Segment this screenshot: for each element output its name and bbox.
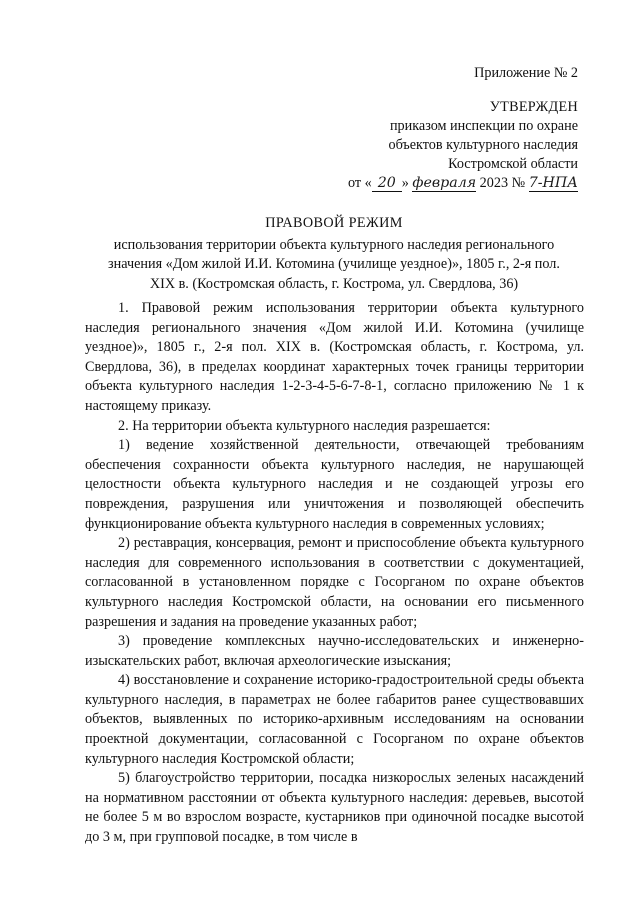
handwritten-day: 20 — [372, 176, 402, 192]
approval-line-1: приказом инспекции по охране — [389, 118, 578, 134]
paragraph-item-4: 4) восстановление и сохранение историко-градостроительной среды объекта культурного наследия, в параметрах не более габаритов ранее существовавших объектов, выявленных по историко-архивным исследованиям на основании проектной документации, согласованной с Госорганом по охране объектов культурного наследия Костромской области; — [85, 672, 584, 767]
document-title-block — [80, 214, 588, 294]
approval-stamp-block — [348, 98, 578, 193]
paragraph-1: 1. Правовой режим использования территории объекта культурного наследия регионального значения «Дом жилой И.И. Котомина (училище уездное)», 1805 г., 2-я пол. XIX в. (Костромская область, г. Кострома, ул. Свердлова, 36), в пределах координат характерных точек границы территории объекта культурного наследия 1-2-3-4-5-6-7-8-1, согласно приложению № 1 к настоящему приказу. — [85, 300, 584, 414]
approved-word: УТВЕРЖДЕН — [489, 99, 578, 115]
approval-line-3: Костромской области — [448, 156, 578, 172]
paragraph-item-5: 5) благоустройство территории, посадка низкорослых зеленых насаждений на нормативном расстоянии от объекта культурного наследия: деревьев, высотой не более 5 м во взрослом возрасте, кустарников при одиночной посадке высотой до 3 м, при групповой посадке, в том числе в — [85, 770, 584, 846]
date-year: 2023 № — [479, 175, 526, 191]
approval-date-line — [348, 174, 578, 193]
document-body — [85, 299, 584, 848]
subtitle-line-1: использования территории объекта культурного наследия регионального — [113, 236, 555, 253]
subtitle-line-2: значения «Дом жилой И.И. Котомина (училище уездное)», 1805 г., 2-я пол. — [108, 256, 560, 273]
date-mid: » — [401, 175, 409, 191]
paragraph-2: 2. На территории объекта культурного наследия разрешается: — [118, 417, 491, 434]
paragraph-item-1: 1) ведение хозяйственной деятельности, отвечающей требованиям обеспечения сохранности объекта культурного наследия, не нарушающей целостности объекта культурного наследия и не создающей угрозы его повреждения, разрушения или уничтожения и позволяющей обеспечить функционирование объекта культурного наследия в современных условиях; — [85, 437, 584, 532]
handwritten-month: февраля — [412, 175, 477, 191]
subtitle-line-3: XIX в. (Костромская область, г. Кострома, ул. Свердлова, 36) — [149, 275, 519, 292]
appendix-label: Приложение № 2 — [474, 65, 578, 81]
paragraph-item-2: 2) реставрация, консервация, ремонт и приспособление объекта культурного наследия для современного использования в соответствии с документацией, согласованной в установленном порядке с Госорганом по охране объектов культурного наследия Костромской области, на основании его письменного разрешения и задания на проведение указанных работ; — [85, 535, 584, 630]
date-prefix: от « — [348, 175, 372, 191]
document-title: ПРАВОВОЙ РЕЖИМ — [265, 215, 403, 231]
approval-line-2: объектов культурного наследия — [388, 137, 578, 153]
paragraph-item-3: 3) проведение комплексных научно-исследовательских и инженерно-изыскательских работ, включая археологические изыскания; — [85, 633, 584, 669]
handwritten-order-number: 7-НПА — [528, 175, 578, 191]
